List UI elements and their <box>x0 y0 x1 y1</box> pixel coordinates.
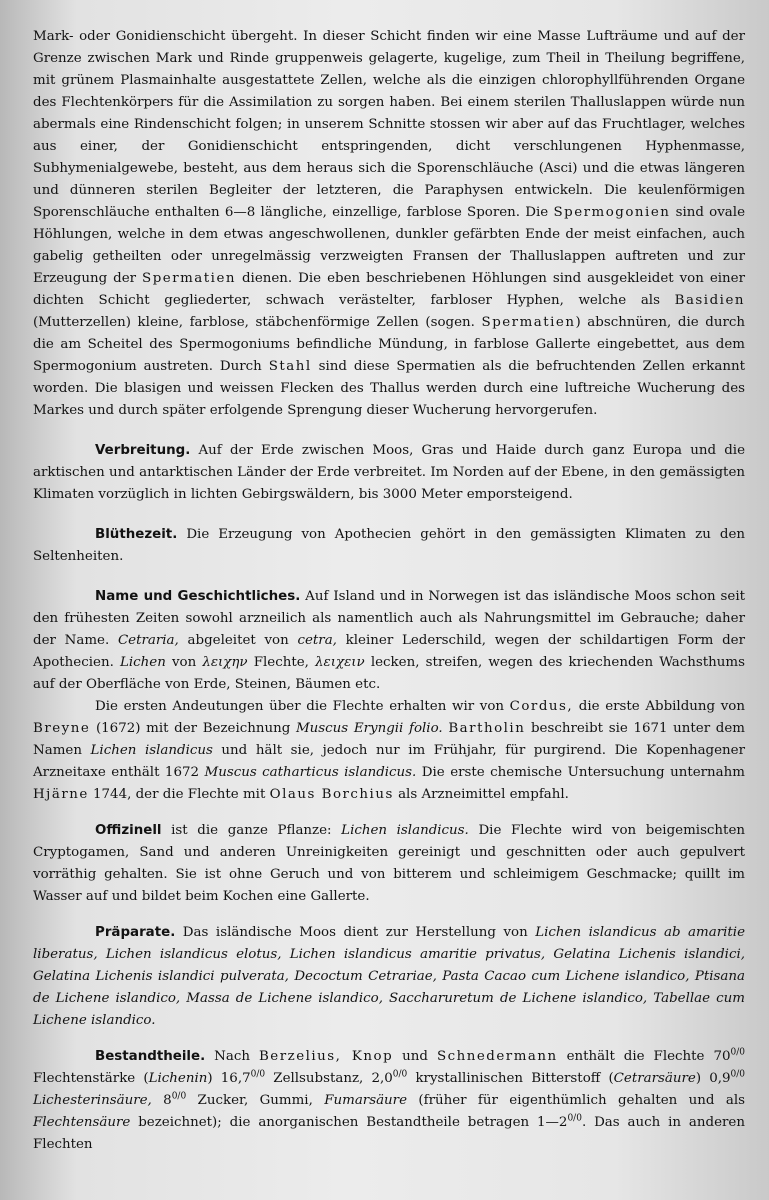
text-run: Das isländische Moos dient zur Herstellung von <box>175 925 536 940</box>
text-run: kleiner Lederschild, wegen der schildartigen Form der Apothecien. <box>33 633 746 670</box>
text-run: 0/0 <box>730 1047 745 1058</box>
text-run: Stahl <box>268 359 312 374</box>
text-run: Flechtenstärke ( <box>33 1071 149 1086</box>
text-run: Flechtensäure <box>33 1115 131 1130</box>
text-run: Lichen islandicus ab amaritie liberatus, Lichen islandicus elotus, Lichen islandicus amaritie privatus, Gelatina Lichenis islandici, Gelatina Lichenis islandici pulverata, Decoctum Cetrariae, Pasta Cacao cum Lichene islandico, Ptisana de Lichene islandico, Massa de Lichene islandico, Saccharuretum de Lichene islandico, Tabellae cum Lichene islandico. <box>33 925 745 1028</box>
text-run: ist die ganze Pflanze: <box>161 823 342 838</box>
section-heading: Verbreitung. <box>95 443 191 458</box>
text-run: Lichen <box>119 655 166 670</box>
text-run: (früher für eigenthümlich gehalten und als <box>407 1093 746 1108</box>
paragraph-bluethezeit <box>33 524 745 568</box>
section-heading: Bestandtheile. <box>95 1049 206 1064</box>
text-run: ) 0,9 <box>695 1071 731 1086</box>
text-run: Auf Island und in Norwegen ist das isländische Moos schon seit den frühesten Zeiten sowohl arzneilich als namentlich auch als Nahrungsmittel im Gebrauche; daher der Name. <box>33 589 745 648</box>
text-run: Muscus catharticus islandicus. <box>204 765 417 780</box>
text-run: Nach <box>205 1049 259 1064</box>
text-run: und <box>393 1049 437 1064</box>
section-heading: Blüthezeit. <box>95 527 178 542</box>
text-run: Spermatien <box>481 315 576 330</box>
text-run: sind ovale Höhlungen, welche in dem etwas angeschwollenen, dunkler gefärbten Ende der meist einfachen, auch gabelig getheilten oder unregelmässig verzweigten Fransen der Thalluslappen auftreten und zur Erzeugung der <box>33 205 745 286</box>
text-run: Breyne <box>33 721 91 736</box>
text-run: enthält die Flechte 70 <box>557 1049 731 1064</box>
text-run: . Das auch in anderen Flechten <box>33 1115 745 1152</box>
text-run: Olaus Borchius <box>269 787 394 802</box>
text-run: Bartholin <box>448 721 526 736</box>
text-run: als Arzneimittel empfahl. <box>393 787 569 802</box>
paragraph-offizinell <box>33 820 745 908</box>
paragraph-name-und-geschichtliches <box>33 586 745 696</box>
paragraph-bestandtheile <box>33 1046 745 1156</box>
text-run: abgeleitet von <box>178 633 298 648</box>
paragraph-verbreitung <box>33 440 745 506</box>
text-run: krystallinischen Bitterstoff ( <box>407 1071 614 1086</box>
text-run: die erste Abbildung von <box>573 699 745 714</box>
paragraph-anatomy <box>33 26 745 422</box>
text-run: Muscus Eryngii folio. <box>295 721 443 736</box>
text-run: Lichenin <box>148 1071 208 1086</box>
text-run: Schnedermann <box>436 1049 558 1064</box>
text-run: 1744, der die Flechte mit <box>88 787 270 802</box>
text-run: Fumarsäure <box>324 1093 408 1108</box>
text-run: Lichen islandicus. <box>341 823 469 838</box>
text-run: Die Flechte wird von beigemischten Cryptogamen, Sand und anderen Unreinigkeiten gereinigt und geschnitten oder auch gepulvert vorräthig gehalten. Sie ist ohne Geruch und von bitterem und schleimigem Geschmacke; quillt im Wasser auf und bildet beim Kochen eine Gallerte. <box>33 823 745 904</box>
text-run: (1672) mit der Bezeichnung <box>90 721 296 736</box>
text-run: Cetrarsäure <box>613 1071 696 1086</box>
text-run: lecken, streifen, wegen des kriechenden Wachsthums auf der Oberfläche von Erde, Steinen, Bäumen etc. <box>33 655 745 692</box>
text-run: von <box>165 655 203 670</box>
text-run: 0/0 <box>730 1069 746 1080</box>
text-run: dienen. Die eben beschriebenen Höhlungen sind ausgekleidet von einer dichten Schicht gegliederter, schwach verästelter, farbloser Hyphen, welche als <box>33 271 745 308</box>
text-run: 0/0 <box>567 1113 582 1124</box>
section-heading: Präparate. <box>95 925 176 940</box>
text-run: λειχειν <box>315 655 365 670</box>
text-run: Spermogonien <box>553 205 671 220</box>
text-run: Mark- oder Gonidienschicht übergeht. In dieser Schicht finden wir eine Masse Lufträume und auf der Grenze zwischen Mark und Rinde gruppenweis gelagerte, kugelige, zum Theil in Theilung begriffene, mit grünem Plasmainhalte ausgestattete Zellen, welche als die einzigen chlorophyllführenden Organe des Flechtenkörpers für die Assimilation zu sorgen haben. Bei einem sterilen Thalluslappen würde nun abermals eine Rindenschicht folgen; in unserem Schnitte stossen wir aber auf das Fruchtlager, welches aus einer, der Gonidienschicht entspringenden, dicht verschlungenen Hyphenmasse, Subhymenialgewebe, besteht, aus dem heraus sich die Sporenschläuche (Asci) und die etwas längeren und dünneren sterilen Begleiter der letzteren, die Paraphysen entwickeln. Die keulenförmigen Sporenschläuche enthalten 6—8 längliche, einzellige, farblose Sporen. Die <box>33 29 745 220</box>
text-run: 0/0 <box>250 1069 266 1080</box>
text-run: Cordus, <box>509 699 574 714</box>
text-run: Hjärne <box>33 787 89 802</box>
text-run: Die Erzeugung von Apothecien gehört in den gemässigten Klimaten zu den Seltenheiten. <box>33 527 745 564</box>
text-run: Lichesterinsäure, <box>33 1093 152 1108</box>
text-run: ) 16,7 <box>207 1071 251 1086</box>
text-run: Auf der Erde zwischen Moos, Gras und Haide durch ganz Europa und die arktischen und antarktischen Länder der Erde verbreitet. Im Norden auf der Ebene, in den gemässigten Klimaten vorzüglich in lichten Gebirgswäldern, bis 3000 Meter emporsteigend. <box>33 443 745 502</box>
text-run: Berzelius, Knop <box>258 1049 394 1064</box>
paragraph-history <box>33 696 745 806</box>
text-run: Lichen islandicus <box>90 743 213 758</box>
text-run: Spermatien <box>142 271 236 286</box>
paragraph-praeparate <box>33 922 745 1032</box>
text-run: 0/0 <box>171 1091 187 1102</box>
text-run: bezeichnet); die anorganischen Bestandtheile betragen 1—2 <box>130 1115 568 1130</box>
text-run: Basidien <box>674 293 745 308</box>
text-run: sind diese Spermatien als die befruchtenden Zellen erkannt worden. Die blasigen und weissen Flecken des Thallus werden durch eine luftreiche Wucherung des Markes und durch später erfolgende Sprengung dieser Wucherung hervorgerufen. <box>33 359 745 418</box>
text-run: Flechte, <box>247 655 316 670</box>
text-run: Zucker, Gummi, <box>186 1093 325 1108</box>
text-run: Die ersten Andeutungen über die Flechte erhalten wir von <box>95 699 510 714</box>
text-run: λειχην <box>202 655 248 670</box>
text-run: 8 <box>151 1093 172 1108</box>
text-run: Cetraria, <box>117 633 179 648</box>
section-heading: Offizinell <box>95 823 162 838</box>
text-run: cetra, <box>297 633 337 648</box>
text-run: und hält sie, jedoch nur im Frühjahr, für purgirend. Die Kopenhagener Arzneitaxe enthält 1672 <box>33 743 746 780</box>
text-run: Die erste chemische Untersuchung unternahm <box>416 765 745 780</box>
text-run: 0/0 <box>392 1069 408 1080</box>
text-run: Zellsubstanz, 2,0 <box>265 1071 393 1086</box>
text-run: ) abschnüren, die durch die am Scheitel des Spermogoniums befindliche Mündung, in farblose Gallerte eingebettet, aus dem Spermogonium austreten. Durch <box>33 315 745 374</box>
section-heading: Name und Geschichtliches. <box>95 589 301 604</box>
text-run: (Mutterzellen) kleine, farblose, stäbchenförmige Zellen (sogen. <box>33 315 482 330</box>
text-run: beschreibt sie 1671 unter dem Namen <box>33 721 745 758</box>
